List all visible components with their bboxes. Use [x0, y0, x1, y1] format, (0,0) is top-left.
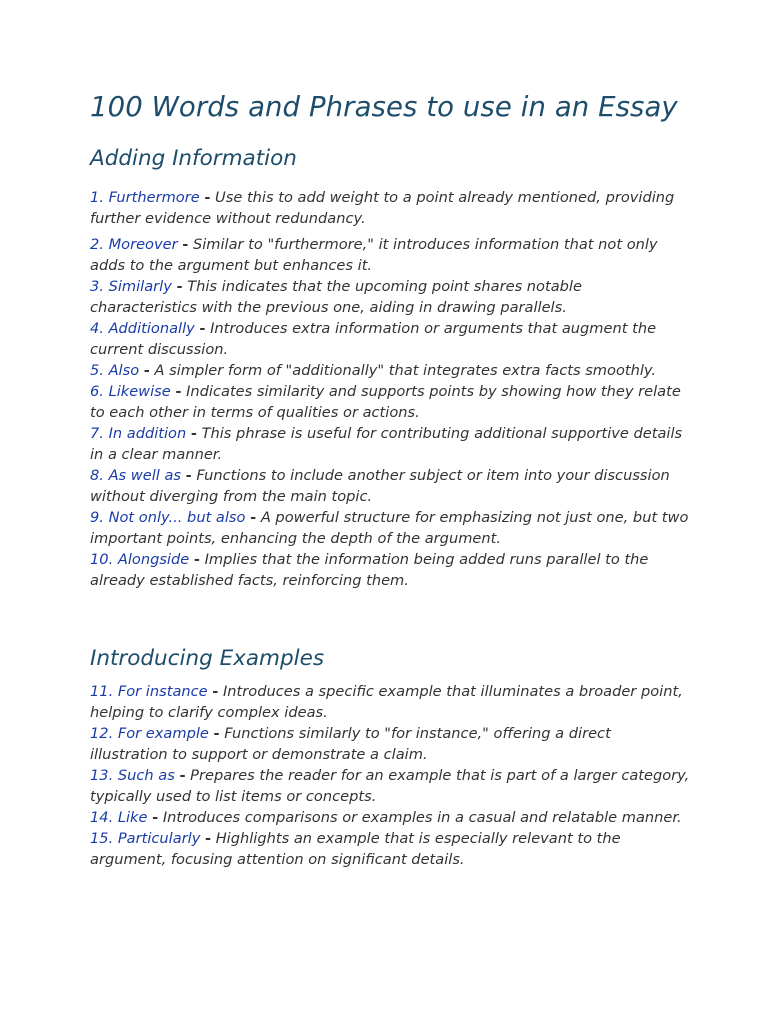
entry-separator: - [179, 767, 186, 784]
entry-description: Similar to "furthermore," it introduces information that not only adds to the argument but enhances it. [90, 236, 658, 274]
entry-description: Prepares the reader for an example that is part of a larger category, typically used to list items or concepts. [90, 767, 690, 805]
entry-separator: - [152, 809, 159, 826]
entry-description: A powerful structure for emphasizing not just one, but two important points, enhancing the depth of the argument. [90, 509, 689, 547]
entry-description: Functions similarly to "for instance," offering a direct illustration to support or demonstrate a claim. [90, 725, 611, 763]
list-item [90, 276, 690, 318]
entry-term: 7. In addition [90, 425, 187, 442]
entry-term: 4. Additionally [90, 320, 195, 337]
entry-term: 13. Such as [90, 767, 175, 784]
entry-separator: - [199, 320, 206, 337]
entry-term: 1. Furthermore [90, 189, 200, 206]
document-page [90, 88, 690, 870]
entry-description: Indicates similarity and supports points by showing how they relate to each other in terms of qualities or actions. [90, 383, 681, 421]
entry-term: 15. Particularly [90, 830, 201, 847]
list-item [90, 807, 690, 828]
entry-description: Use this to add weight to a point already mentioned, providing further evidence without redundancy. [90, 189, 675, 227]
entry-separator: - [193, 551, 200, 568]
list-item [90, 318, 690, 360]
section-heading-introducing-examples: Introducing Examples [90, 646, 325, 671]
list-item [90, 765, 690, 807]
entry-description: Highlights an example that is especially relevant to the argument, focusing attention on significant details. [90, 830, 621, 868]
entry-term: 9. Not only... but also [90, 509, 246, 526]
document-title: 100 Words and Phrases to use in an Essay [90, 91, 678, 123]
section-heading-adding-information: Adding Information [90, 146, 297, 171]
list-item [90, 381, 690, 423]
entry-description: Functions to include another subject or item into your discussion without diverging from the main topic. [90, 467, 670, 505]
entry-separator: - [176, 278, 183, 295]
list-item [90, 234, 690, 276]
entry-description: Introduces extra information or arguments that augment the current discussion. [90, 320, 657, 358]
entry-term: 12. For example [90, 725, 209, 742]
entry-description: This indicates that the upcoming point shares notable characteristics with the previous one, aiding in drawing parallels. [90, 278, 582, 316]
list-item [90, 723, 690, 765]
entry-term: 14. Like [90, 809, 148, 826]
entry-term: 11. For instance [90, 683, 208, 700]
list-item [90, 681, 690, 723]
entry-description: This phrase is useful for contributing additional supportive details in a clear manner. [90, 425, 683, 463]
entry-separator: - [213, 725, 220, 742]
entry-separator: - [175, 383, 182, 400]
entry-separator: - [204, 189, 211, 206]
entry-separator: - [212, 683, 219, 700]
adding-information-list [90, 187, 690, 591]
entry-term: 8. As well as [90, 467, 181, 484]
list-item [90, 507, 690, 549]
list-item [90, 187, 690, 229]
entry-separator: - [143, 362, 150, 379]
entry-separator: - [250, 509, 257, 526]
list-item [90, 828, 690, 870]
list-item [90, 549, 690, 591]
entry-separator: - [204, 830, 212, 847]
list-item [90, 465, 690, 507]
entry-term: 10. Alongside [90, 551, 190, 568]
entry-separator: - [185, 467, 192, 484]
entry-separator: - [182, 236, 189, 253]
entry-description: Implies that the information being added runs parallel to the already established facts, reinforcing them. [90, 551, 649, 589]
entry-term: 6. Likewise [90, 383, 171, 400]
entry-term: 3. Similarly [90, 278, 172, 295]
entry-description: A simpler form of "additionally" that integrates extra facts smoothly. [154, 362, 657, 379]
list-item [90, 423, 690, 465]
entry-term: 2. Moreover [90, 236, 178, 253]
entry-description: Introduces comparisons or examples in a casual and relatable manner. [162, 809, 682, 826]
introducing-examples-list [90, 681, 690, 870]
list-item [90, 360, 690, 381]
entry-separator: - [190, 425, 197, 442]
entry-term: 5. Also [90, 362, 140, 379]
entry-description: Introduces a specific example that illuminates a broader point, helping to clarify complex ideas. [90, 683, 683, 721]
